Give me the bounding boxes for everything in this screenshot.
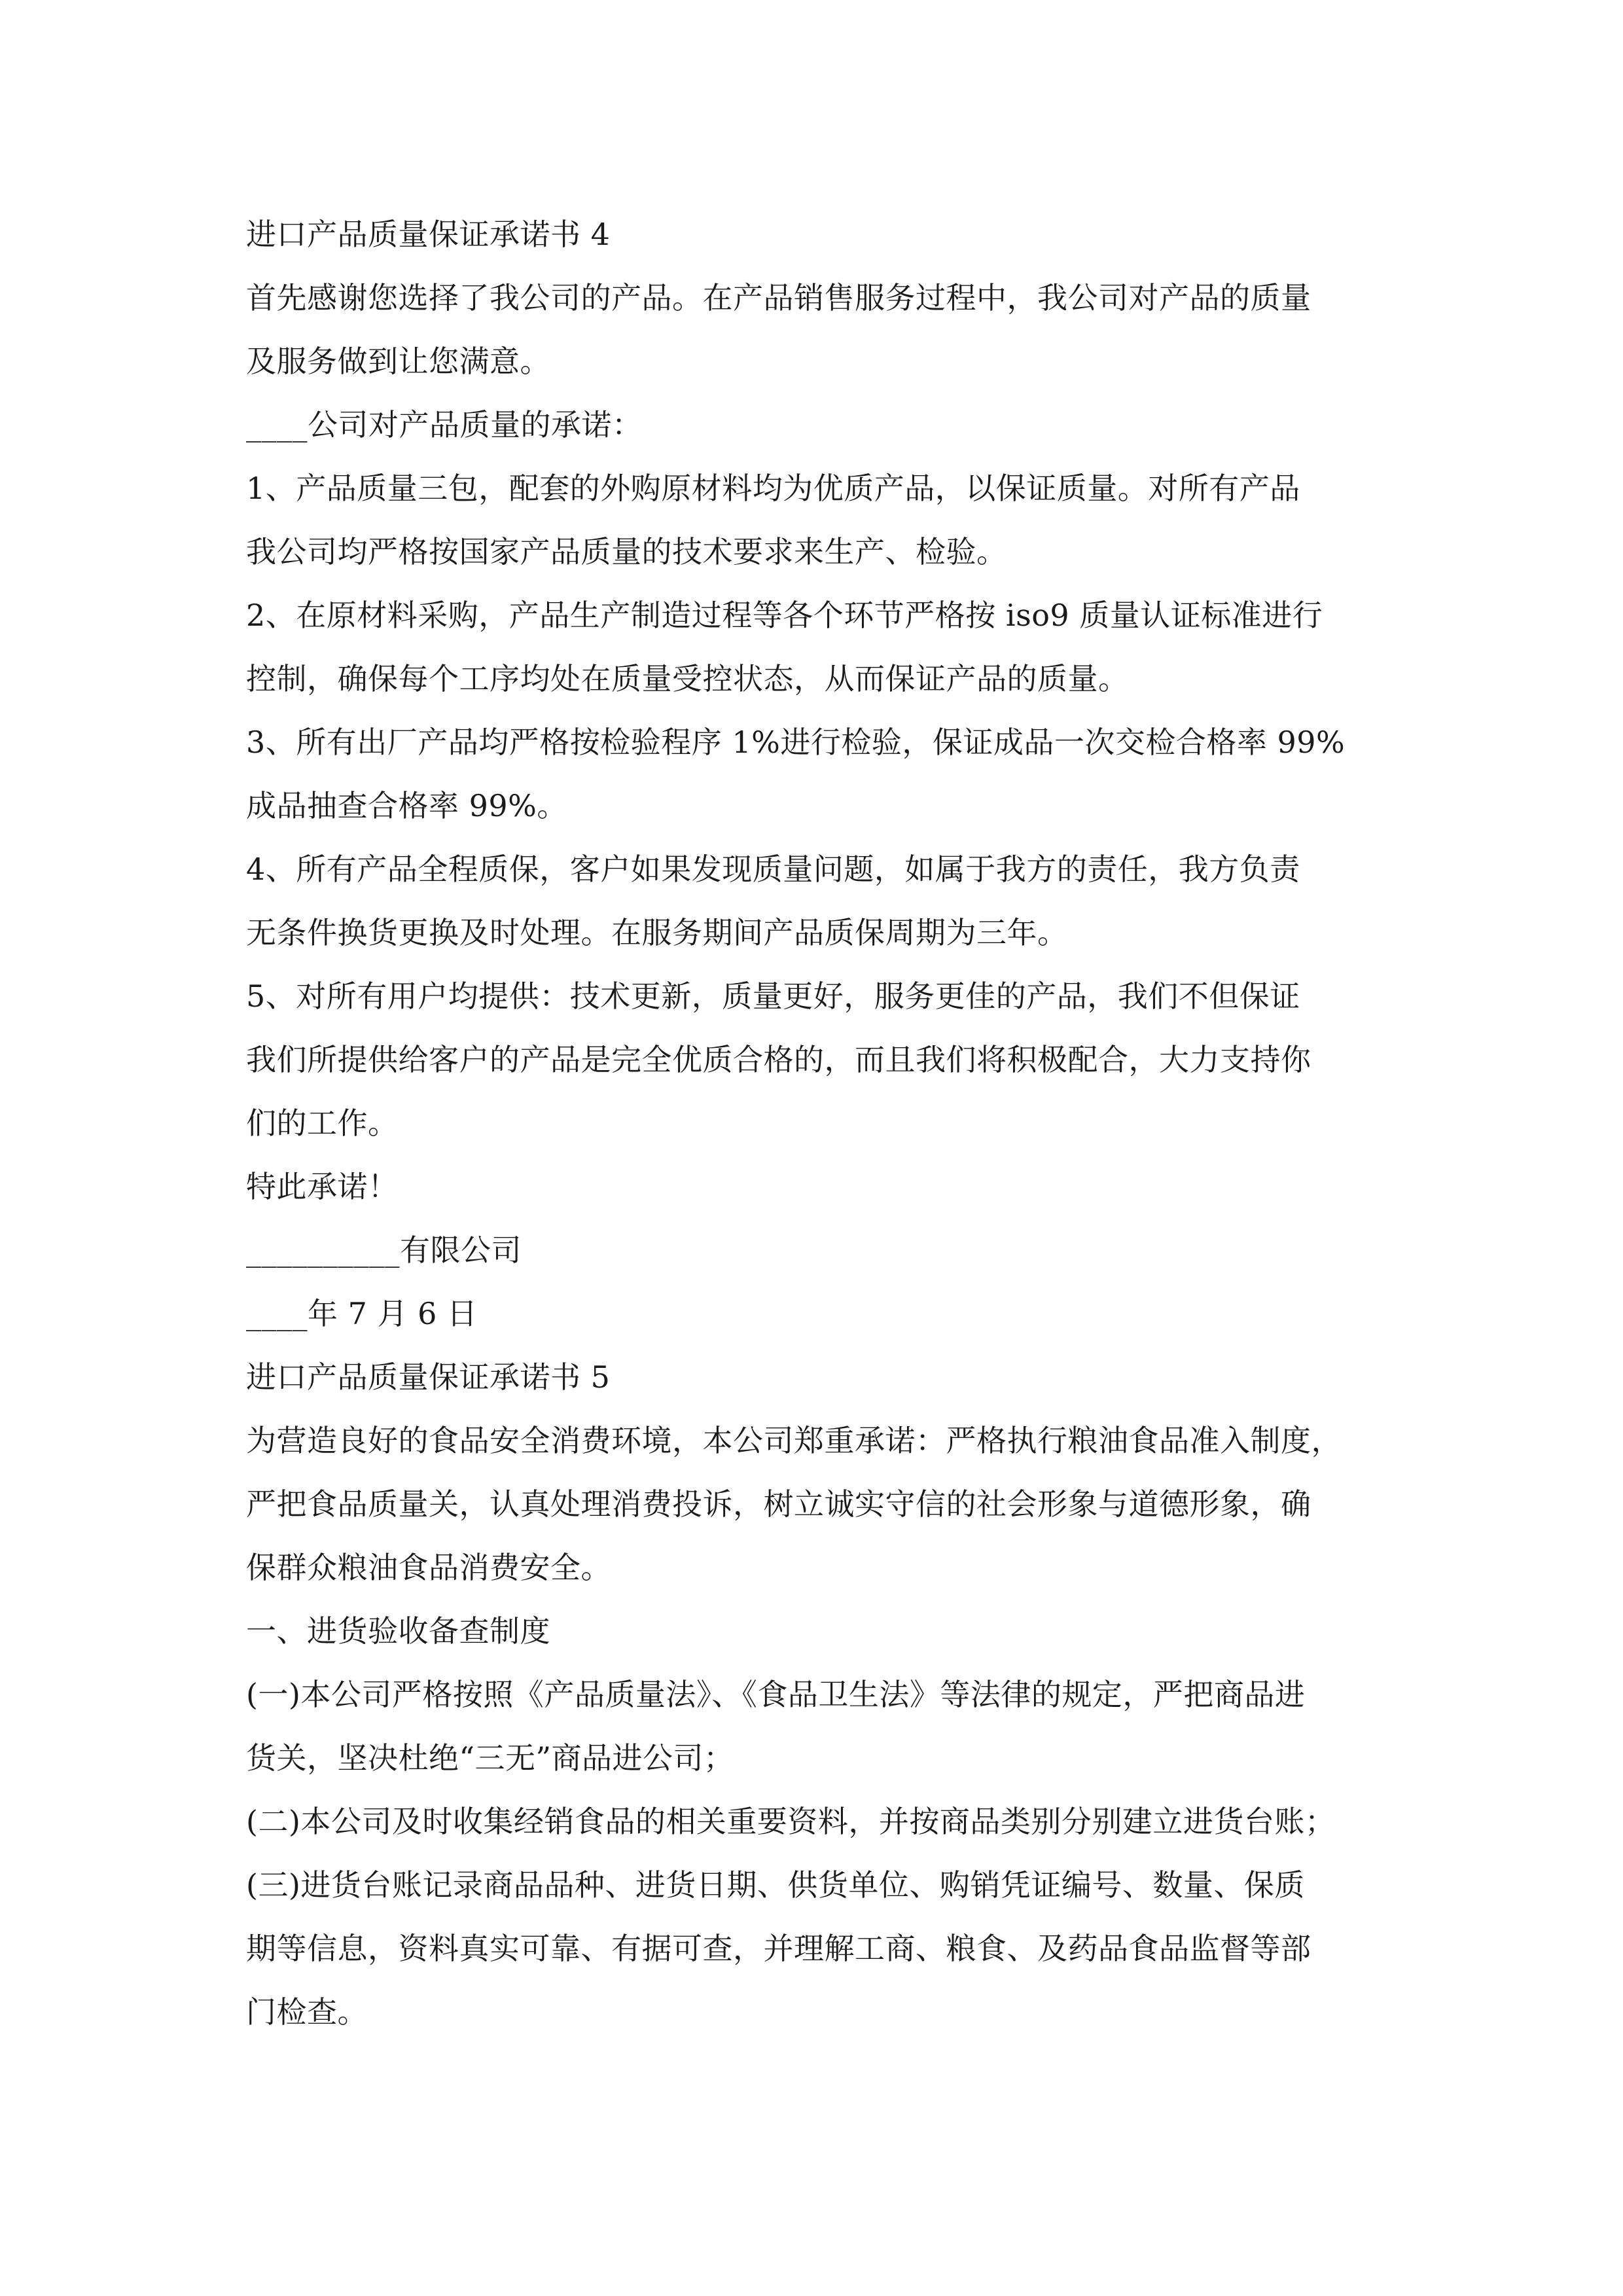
list-item-2: 2、在原材料采购，产品生产制造过程等各个环节严格按 iso9 质量认证标准进行 — [246, 598, 1323, 633]
closing-statement: 特此承诺！ — [246, 1169, 399, 1204]
list-item-5-cont: 我们所提供给客户的产品是完全优质合格的，而且我们将积极配合，大力支持你 — [246, 1042, 1311, 1077]
paragraph-line: 保群众粮油食品消费安全。 — [246, 1550, 611, 1585]
document-page — [246, 203, 1378, 2044]
list-item-1: 1、产品质量三包，配套的外购原材料均为优质产品，以保证质量。对所有产品 — [246, 471, 1300, 506]
list-item-5: 5、对所有用户均提供：技术更新，质量更好，服务更佳的产品，我们不但保证 — [246, 978, 1300, 1014]
list-item-5-cont: 们的工作。 — [246, 1105, 399, 1141]
paragraph-line: 为营造良好的食品安全消费环境，本公司郑重承诺：严格执行粮油食品准入制度， — [246, 1423, 1342, 1458]
clause-1: (一)本公司严格按照《产品质量法》、《食品卫生法》等法律的规定，严把商品进 — [246, 1677, 1306, 1712]
list-item-3: 3、所有出厂产品均严格按检验程序 1%进行检验，保证成品一次交检合格率 99% — [246, 725, 1346, 760]
list-item-1-cont: 我公司均严格按国家产品质量的技术要求来生产、检验。 — [246, 534, 1007, 569]
paragraph-line: 严把食品质量关，认真处理消费投诉，树立诚实守信的社会形象与道德形象，确 — [246, 1486, 1311, 1522]
list-item-3-cont: 成品抽查合格率 99%。 — [246, 788, 567, 823]
paragraph-line: 及服务做到让您满意。 — [246, 344, 550, 379]
list-item-4-cont: 无条件换货更换及时处理。在服务期间产品质保周期为三年。 — [246, 915, 1068, 950]
signature-date: ____年 7 月 6 日 — [246, 1296, 478, 1331]
section-title-4: 进口产品质量保证承诺书 4 — [246, 217, 611, 252]
company-signature: __________有限公司 — [246, 1232, 522, 1268]
paragraph-line: 首先感谢您选择了我公司的产品。在产品销售服务过程中，我公司对产品的质量 — [246, 280, 1311, 315]
clause-3: (三)进货台账记录商品品种、进货日期、供货单位、购销凭证编号、数量、保质 — [246, 1867, 1305, 1903]
subsection-heading: 一、进货验收备查制度 — [246, 1613, 550, 1649]
list-item-2-cont: 控制，确保每个工序均处在质量受控状态，从而保证产品的质量。 — [246, 661, 1129, 696]
list-item-4: 4、所有产品全程质保，客户如果发现质量问题，如属于我方的责任，我方负责 — [246, 852, 1300, 887]
clause-3-cont: 期等信息，资料真实可靠、有据可查，并理解工商、粮食、及药品食品监督等部 — [246, 1931, 1311, 1966]
section-title-5: 进口产品质量保证承诺书 5 — [246, 1359, 611, 1395]
clause-1-cont: 货关，坚决杜绝“三无”商品进公司； — [246, 1740, 734, 1776]
clause-3-cont: 门检查。 — [246, 1994, 368, 2030]
clause-2: (二)本公司及时收集经销食品的相关重要资料，并按商品类别分别建立进货台账； — [246, 1804, 1336, 1839]
commitment-heading: ____公司对产品质量的承诺： — [246, 407, 643, 442]
